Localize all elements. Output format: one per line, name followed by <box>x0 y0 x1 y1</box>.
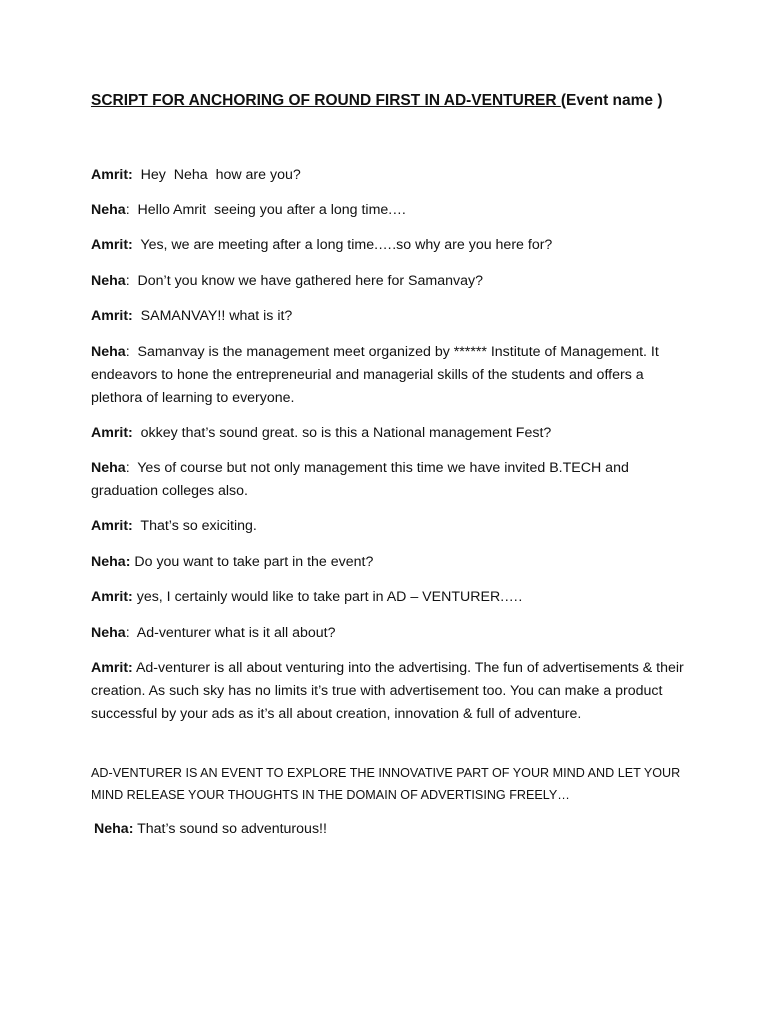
dialogue-line <box>91 515 691 538</box>
speaker-name: Neha <box>91 202 126 218</box>
dialogue-text: okkey that’s sound great. so is this a National management Fest? <box>132 425 552 441</box>
speaker-name: Amrit: <box>91 518 133 534</box>
speaker-name: Amrit: <box>91 167 133 183</box>
dialogue-text: : Don’t you know we have gathered here for Samanvay? <box>125 273 483 289</box>
dialogue-line <box>91 657 691 726</box>
speaker-name: Amrit: <box>91 660 133 676</box>
dialogue-text: Do you want to take part in the event? <box>130 554 374 570</box>
dialogue-line <box>91 199 691 222</box>
dialogue-text: That’s sound so adventurous!! <box>133 821 327 837</box>
dialogue-line <box>91 586 691 609</box>
dialogue-line <box>91 234 691 257</box>
dialogue-line <box>91 305 691 328</box>
dialogue-line <box>91 270 691 293</box>
dialogue-text: : Yes of course but not only management this time we have invited B.TECH and graduation colleges also. <box>91 460 633 499</box>
speaker-name: Amrit: <box>91 237 133 253</box>
speaker-name: Amrit: <box>91 589 133 605</box>
dialogue-text: Yes, we are meeting after a long time.….so why are you here for? <box>132 237 553 253</box>
dialogue-text: : Samanvay is the management meet organized by ****** Institute of Management. It endeavors to hone the entrepreneurial and managerial skills of the students and offers a plethora of learning to everyone. <box>91 344 663 406</box>
speaker-name: Amrit: <box>91 425 133 441</box>
document-title <box>91 92 711 110</box>
dialogue-line <box>91 622 691 645</box>
dialogue-text: SAMANVAY!! what is it? <box>132 308 293 324</box>
dialogue-line <box>91 457 691 503</box>
speaker-name: Neha: <box>91 554 131 570</box>
dialogue-text: Ad-venturer is all about venturing into the advertising. The fun of advertisements & their creation. As such sky has no limits it’s true with advertisement too. You can make a product successful by your ads as it’s all about creation, innovation & full of adventure. <box>91 660 688 722</box>
dialogue-text: : Hello Amrit seeing you after a long time.… <box>125 202 407 218</box>
dialogue-text: That’s so exiciting. <box>132 518 257 534</box>
dialogue-text: yes, I certainly would like to take part in AD – VENTURER.…. <box>132 589 523 605</box>
dialogue-text: : Ad-venturer what is it all about? <box>125 625 336 641</box>
final-dialogue-line <box>94 818 694 841</box>
closing-statement: AD-VENTURER IS AN EVENT TO EXPLORE THE INNOVATIVE PART OF YOUR MIND AND LET YOUR MIND RELEASE YOUR THOUGHTS IN THE DOMAIN OF ADVERTISING FREELY… <box>91 766 681 802</box>
speaker-name: Neha <box>91 273 126 289</box>
speaker-name: Neha: <box>94 821 134 837</box>
dialogue-line <box>91 164 691 187</box>
title-event-name: (Event name ) <box>560 92 663 109</box>
title-underlined-text: SCRIPT FOR ANCHORING OF ROUND FIRST IN AD-VENTURER <box>91 92 561 109</box>
speaker-name: Amrit: <box>91 308 133 324</box>
dialogue-line <box>91 422 691 445</box>
speaker-name: Neha <box>91 625 126 641</box>
speaker-name: Neha <box>91 344 126 360</box>
speaker-name: Neha <box>91 460 126 476</box>
dialogue-line <box>91 341 691 410</box>
dialogue-text: Hey Neha how are you? <box>132 167 301 183</box>
dialogue-line <box>91 551 691 574</box>
